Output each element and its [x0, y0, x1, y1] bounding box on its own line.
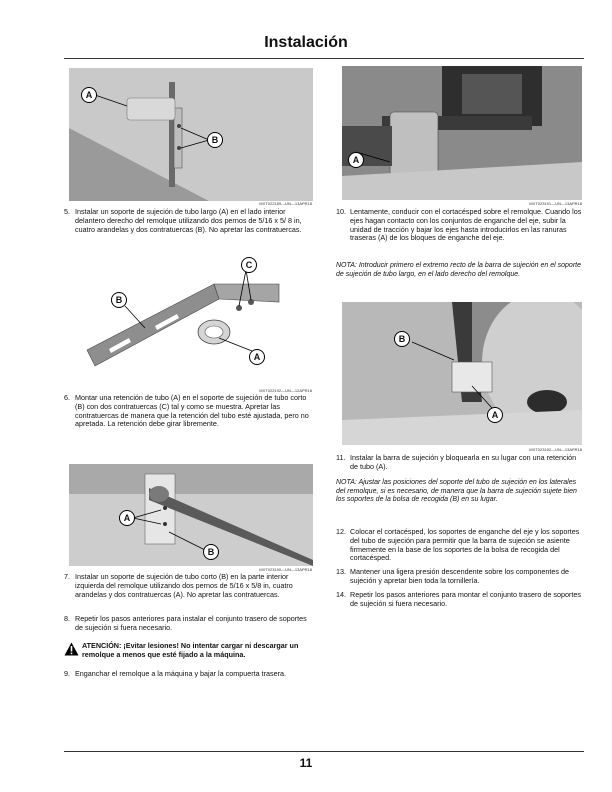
figure-caption: MXT023190—UN—13APR18 [259, 567, 312, 572]
figure-short-bracket [69, 464, 313, 566]
step-text: Instalar un soporte de sujeción de tubo largo (A) en el lado interior delantero derecho del remolque utilizando dos pernos de 5/16 x 5/ 8 in, cuatro arandelas y dos contratuercas (B). No apretar las contratuercas. [75, 207, 302, 234]
callout-a: A [119, 510, 135, 526]
step-text: Repetir los pasos anteriores para montar el conjunto trasero de soportes de sujeción si fuera necesario. [350, 590, 581, 608]
note-text: Ajustar las posiciones del soporte del tubo de sujeción en los laterales del remolque, si es necesario, de manera que la barra de sujeción sujete bien los soportes de la bolsa de recogida (B) en su lugar. [336, 479, 577, 504]
figure-mower-on-trailer-drawing [342, 66, 582, 200]
step-text: Repetir los pasos anteriores para instalar el conjunto trasero de soportes de sujeción si fuera necesario. [75, 614, 307, 632]
callout-a: A [81, 87, 97, 103]
header-rule [64, 58, 584, 59]
figure-tie-bar-locked-drawing [342, 302, 582, 445]
figure-short-bracket-drawing [69, 464, 313, 566]
note-text: Introducir primero el extremo recto de la barra de sujeción en el soporte de sujeción de tubo largo, en el lado derecho del remolque. [336, 262, 581, 278]
page-title: Instalación [264, 34, 348, 51]
note-2 [336, 479, 582, 505]
callout-b: B [111, 292, 127, 308]
step-number: 10. [336, 207, 346, 216]
callout-b: B [394, 331, 410, 347]
step-text: Instalar un soporte de sujeción de tubo corto (B) en la parte interior izquierda del remolque utilizando dos pernos de 5/16 x 5/8 in, cuatro arandelas y dos contratuercas (A). No apretar las contratuercas. [75, 572, 293, 599]
figure-long-bracket [69, 68, 313, 201]
step-number: 6. [64, 393, 70, 402]
figure-caption: MXT022189—UN—13APR18 [259, 201, 312, 206]
step-number: 12. [336, 527, 346, 536]
step-number: 8. [64, 614, 70, 623]
callout-b: B [207, 132, 223, 148]
step-number: 11. [336, 453, 346, 462]
callout-c: C [241, 257, 257, 273]
step-text: Instalar la barra de sujeción y bloquearla en su lugar con una retención de tubo (A). [350, 453, 577, 471]
figure-tube-retainer [69, 254, 313, 385]
step-text: Lentamente, conducir con el cortacésped sobre el remolque. Cuando los ejes hagan contacto con los conjuntos de enganche del eje, subir la unidad de tracción y bajar los ejes hasta introducirlos en las ranuras traseras (A) de los bloques de enganche del eje. [350, 207, 582, 243]
step-number: 7. [64, 572, 70, 581]
note-label: NOTA: [336, 479, 357, 486]
figure-tube-retainer-drawing [69, 254, 313, 385]
figure-long-bracket-drawing [69, 68, 313, 201]
figure-caption: MXT022192—UN—12APR18 [259, 388, 312, 393]
callout-b: B [203, 544, 219, 560]
step-number: 9. [64, 669, 70, 678]
callout-a: A [348, 152, 364, 168]
callout-a: A [487, 407, 503, 423]
warning-triangle-icon [64, 642, 79, 656]
figure-mower-on-trailer [342, 66, 582, 200]
note-1 [336, 262, 582, 279]
step-number: 5. [64, 207, 70, 216]
step-text: Enganchar el remolque a la máquina y bajar la compuerta trasera. [75, 669, 286, 678]
figure-caption: MXT023192—UN—13APR18 [529, 447, 582, 452]
page-number: 11 [299, 756, 313, 770]
step-text: Mantener una ligera presión descendente sobre los componentes de sujeción y apretar bien toda la tornillería. [350, 567, 569, 585]
step-text: Colocar el cortacésped, los soportes de enganche del eje y los soportes del tubo de sujeción para permitir que la barra de sujeción se asiente firmemente en la base de los soportes de la bolsa de recogida del cortacésped. [350, 527, 580, 563]
step-text: Montar una retención de tubo (A) en el soporte de sujeción de tubo corto (B) con dos contratuercas (C) tal y como se muestra. Apretar las contratuercas de manera que la retención del tubo esté ajustada, pero no apretada. La retención debe girar libremente. [75, 393, 309, 429]
note-label: NOTA: [336, 262, 357, 269]
figure-tie-bar-locked [342, 302, 582, 445]
figure-caption: MXT023191—UN—13APR18 [529, 201, 582, 206]
step-number: 14. [336, 590, 346, 599]
footer-rule [64, 751, 584, 752]
callout-a: A [249, 349, 265, 365]
warning-text: ATENCIÓN: ¡Evitar lesiones! No intentar cargar ni descargar un remolque a menos que esté fijado a la máquina. [82, 641, 299, 659]
step-number: 13. [336, 567, 346, 576]
